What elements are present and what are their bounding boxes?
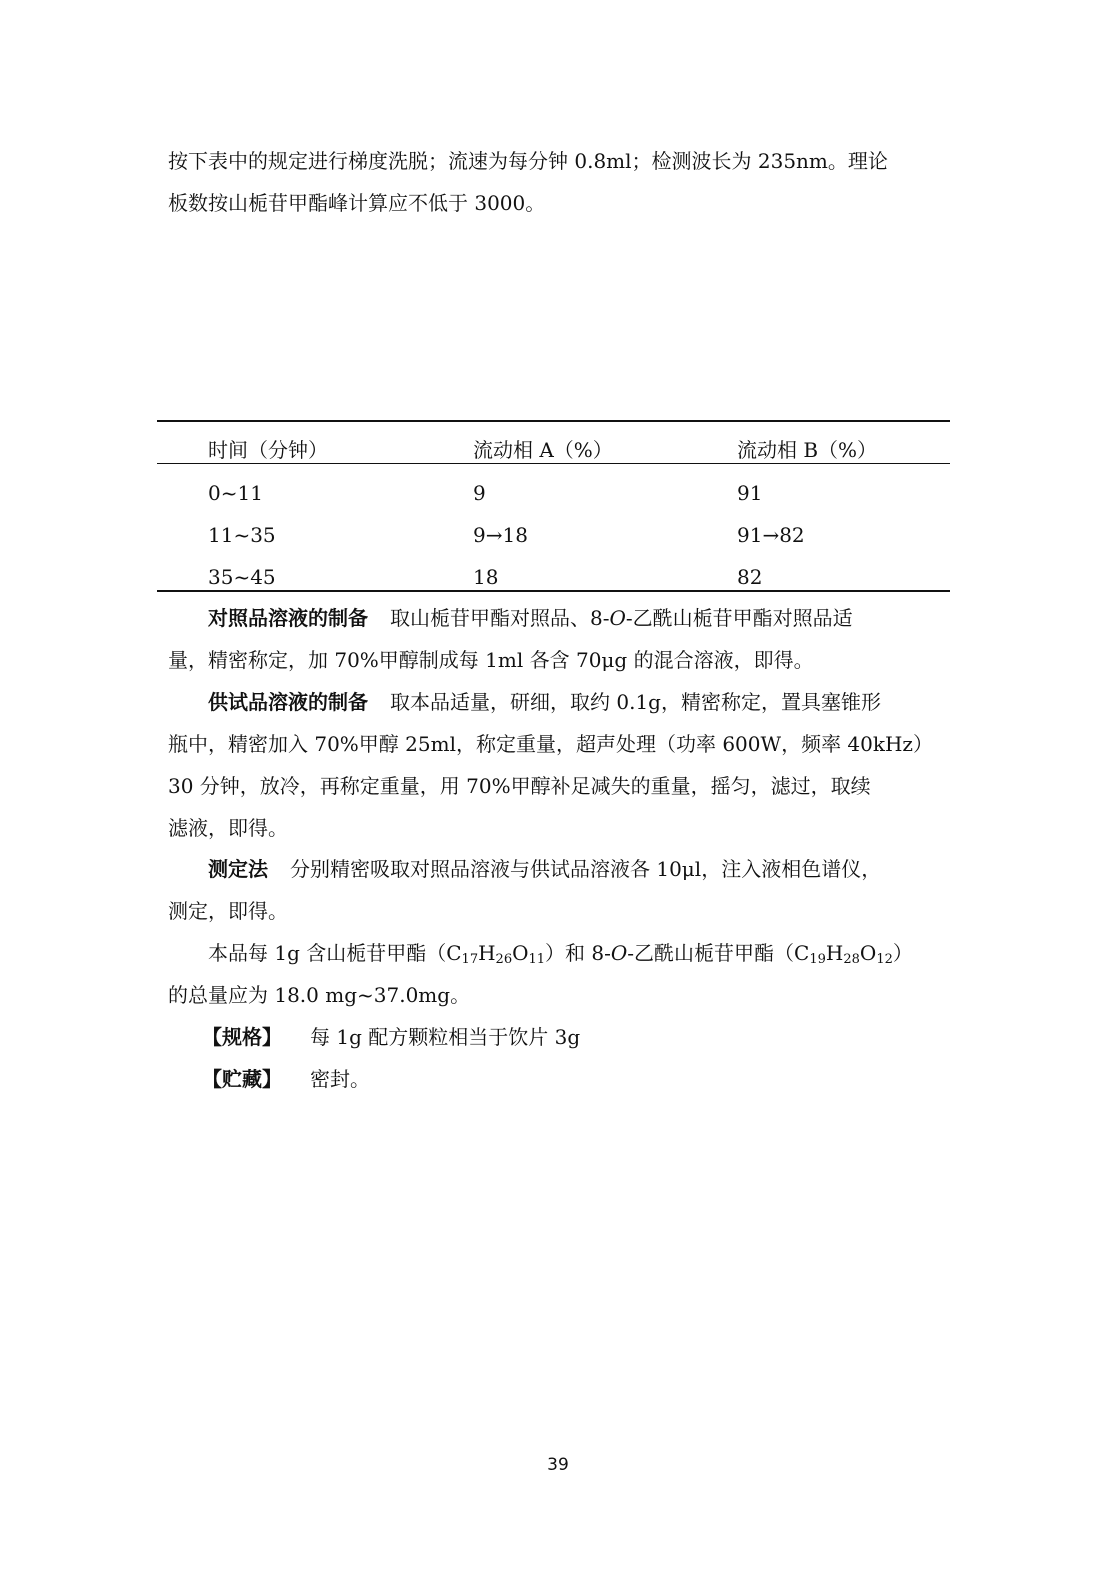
reference-text-b: -乙酰山栀苷甲酯对照品适 <box>625 606 853 630</box>
storage-line <box>202 1067 948 1091</box>
intro-line-2: 板数按山栀苷甲酯峰计算应不低于 3000。 <box>168 191 546 215</box>
spec-heading: 【规格】 <box>202 1025 282 1049</box>
table-cell-time: 0~11 <box>208 481 263 505</box>
table-cell-phase-b: 91 <box>737 481 763 505</box>
table-header-rule <box>157 463 950 464</box>
reference-text-a: 取山栀苷甲酯对照品、8- <box>390 606 610 630</box>
table-cell-phase-a: 18 <box>473 565 499 589</box>
table-header-time: 时间（分钟） <box>208 438 328 462</box>
formula-subscript: 19 <box>809 952 826 967</box>
formula-subscript: 17 <box>461 952 479 967</box>
formula-subscript: 26 <box>495 952 513 967</box>
storage-heading: 【贮藏】 <box>202 1067 282 1091</box>
sample-line-3: 30 分钟，放冷，再称定重量，用 70%甲醇补足减失的重量，摇匀，滤过，取续 <box>168 774 871 798</box>
content-text: ）和 8- <box>545 941 611 965</box>
content-text: 本品每 1g 含山栀苷甲酯（C <box>208 941 462 965</box>
content-text: ） <box>892 941 913 965</box>
method-heading: 测定法 <box>208 857 268 881</box>
spec-text: 每 1g 配方颗粒相当于饮片 3g <box>310 1025 581 1049</box>
table-top-rule <box>157 420 950 422</box>
formula-subscript: 28 <box>843 952 860 967</box>
content-text: -乙酰山栀苷甲酯（C <box>627 941 810 965</box>
spec-line <box>202 1025 948 1049</box>
content-text: O <box>512 941 529 965</box>
content-line-1 <box>208 941 948 965</box>
table-cell-phase-a: 9 <box>473 481 486 505</box>
storage-text: 密封。 <box>310 1067 370 1091</box>
reference-italic: O <box>609 606 626 630</box>
sample-line-4: 滤液，即得。 <box>168 816 288 840</box>
table-cell-time: 11~35 <box>208 523 276 547</box>
table-cell-phase-a: 9→18 <box>473 523 528 547</box>
sample-line-2: 瓶中，精密加入 70%甲醇 25ml，称定重量，超声处理（功率 600W，频率 40kHz） <box>168 732 933 756</box>
method-line-2: 测定，即得。 <box>168 899 288 923</box>
table-cell-time: 35~45 <box>208 565 276 589</box>
sample-heading: 供试品溶液的制备 <box>208 690 368 714</box>
sample-text: 取本品适量，研细，取约 0.1g，精密称定，置具塞锥形 <box>390 690 881 714</box>
formula-subscript: 11 <box>528 952 546 967</box>
table-bottom-rule <box>157 590 950 592</box>
method-line-1 <box>208 857 948 881</box>
table-cell-phase-b: 91→82 <box>737 523 805 547</box>
content-line-2: 的总量应为 18.0 mg~37.0mg。 <box>168 983 471 1007</box>
content-text: H <box>478 941 496 965</box>
table-cell-phase-b: 82 <box>737 565 763 589</box>
page-number: 39 <box>547 1455 569 1475</box>
content-text: O <box>859 941 877 965</box>
reference-line-2: 量，精密称定，加 70%甲醇制成每 1ml 各含 70μg 的混合溶液，即得。 <box>168 648 814 672</box>
content-text: H <box>825 941 844 965</box>
sample-line-1 <box>208 690 948 714</box>
reference-heading: 对照品溶液的制备 <box>208 606 368 630</box>
content-italic: O <box>610 941 628 965</box>
formula-subscript: 12 <box>876 952 893 967</box>
intro-line-1: 按下表中的规定进行梯度洗脱；流速为每分钟 0.8ml；检测波长为 235nm。理论 <box>168 149 888 173</box>
table-header-phase-b: 流动相 B（%） <box>737 438 878 462</box>
table-header-phase-a: 流动相 A（%） <box>473 438 613 462</box>
reference-line-1 <box>208 606 948 630</box>
method-text: 分别精密吸取对照品溶液与供试品溶液各 10μl，注入液相色谱仪， <box>290 857 882 881</box>
